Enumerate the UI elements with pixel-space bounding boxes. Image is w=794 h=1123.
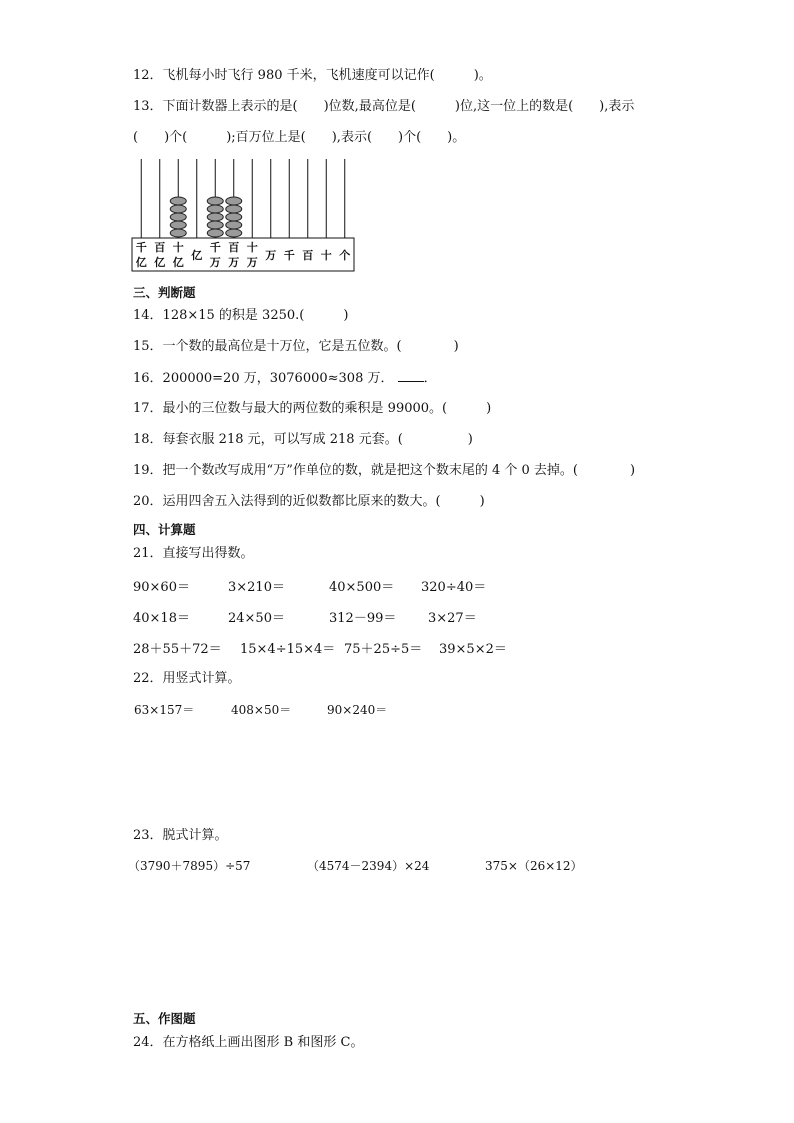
calc-item: 39×5×2＝	[439, 642, 507, 657]
abacus-label: 万	[246, 256, 258, 269]
calc-item: 312－99＝	[329, 611, 397, 626]
q14: 14．128×15 的积是 3250.( )	[133, 308, 349, 323]
abacus-label: 万	[265, 249, 277, 262]
q16-text: 16．200000=20 万，3076000≈308 万．	[133, 371, 394, 386]
abacus-bead	[207, 221, 223, 229]
q24: 24．在方格纸上画出图形 B 和图形 C。	[133, 1035, 364, 1050]
calc-item: 90×60＝	[133, 580, 190, 595]
vertical-calc-item: 408×50＝	[231, 703, 292, 717]
q13-line2: ( )个( );百万位上是( ),表示( )个( )。	[133, 130, 466, 145]
abacus-bead	[207, 197, 223, 205]
q17: 17．最小的三位数与最大的两位数的乘积是 99000。( )	[133, 401, 492, 416]
abacus-bead	[170, 213, 186, 221]
abacus-bead	[170, 221, 186, 229]
calc-item: 75＋25÷5＝	[344, 642, 423, 657]
calc-item: 28＋55＋72＝	[133, 642, 222, 657]
q13-line1: 13．下面计数器上表示的是( )位数,最高位是( )位,这一位上的数是( ),表示	[133, 99, 635, 114]
calc-item: 15×4÷15×4＝	[240, 642, 336, 657]
abacus-label: 万	[228, 256, 240, 269]
abacus-label: 十	[246, 241, 258, 254]
q23: 23．脱式计算。	[133, 828, 228, 843]
abacus-label: 百	[154, 241, 166, 254]
stepwise-calc-item: （4574－2394）×24	[307, 859, 430, 873]
abacus-label: 万	[209, 256, 221, 269]
stepwise-calc-item: （3790＋7895）÷57	[128, 859, 251, 873]
abacus-label: 百	[302, 249, 314, 262]
q15: 15．一个数的最高位是十万位，它是五位数。( )	[133, 339, 459, 354]
abacus-bead	[207, 205, 223, 213]
abacus-bead	[226, 205, 242, 213]
abacus-bead	[170, 197, 186, 205]
abacus-bead	[226, 229, 242, 237]
q21: 21．直接写出得数。	[133, 546, 254, 561]
abacus-label: 十	[320, 249, 332, 262]
abacus-figure	[130, 157, 360, 277]
vertical-calc-item: 63×157＝	[134, 703, 195, 717]
q16-end: ．	[423, 371, 437, 386]
section-3-heading: 三、判断题	[133, 285, 196, 300]
abacus-bead	[226, 213, 242, 221]
abacus-label: 亿	[191, 249, 203, 262]
q19: 19．把一个数改写成用“万”作单位的数，就是把这个数末尾的 4 个 0 去掉。( )	[133, 463, 636, 478]
q16	[133, 369, 437, 388]
abacus-bead	[170, 205, 186, 213]
abacus-label: 千	[135, 241, 147, 254]
vertical-calc-item: 90×240＝	[327, 703, 388, 717]
abacus-bead	[170, 229, 186, 237]
calc-item: 40×18＝	[133, 611, 190, 626]
q22: 22．用竖式计算。	[133, 671, 241, 686]
abacus-label: 亿	[154, 256, 166, 269]
abacus-label: 十	[172, 241, 184, 254]
abacus-label: 亿	[135, 256, 147, 269]
q18: 18．每套衣服 218 元，可以写成 218 元套。( )	[133, 432, 473, 447]
abacus-label: 千	[283, 249, 295, 262]
section-4-heading: 四、计算题	[133, 522, 196, 537]
abacus-bead	[207, 213, 223, 221]
stepwise-calc-item: 375×（26×12）	[485, 859, 583, 873]
abacus-label: 千	[209, 241, 221, 254]
abacus-bead	[226, 221, 242, 229]
q20: 20．运用四舍五入法得到的近似数都比原来的数大。( )	[133, 494, 485, 509]
section-5-heading: 五、作图题	[133, 1011, 196, 1026]
abacus-label: 个	[339, 249, 351, 262]
abacus-label: 百	[228, 241, 240, 254]
abacus-label: 亿	[172, 256, 184, 269]
calc-item: 3×27＝	[428, 611, 477, 626]
calc-item: 320÷40＝	[421, 580, 487, 595]
abacus-bead	[226, 197, 242, 205]
calc-item: 24×50＝	[228, 611, 285, 626]
q12: 12．飞机每小时飞行 980 千米，飞机速度可以记作( )。	[133, 68, 492, 83]
calc-item: 3×210＝	[228, 580, 285, 595]
abacus-bead	[207, 229, 223, 237]
calc-item: 40×500＝	[329, 580, 395, 595]
q16-blank	[398, 369, 424, 382]
